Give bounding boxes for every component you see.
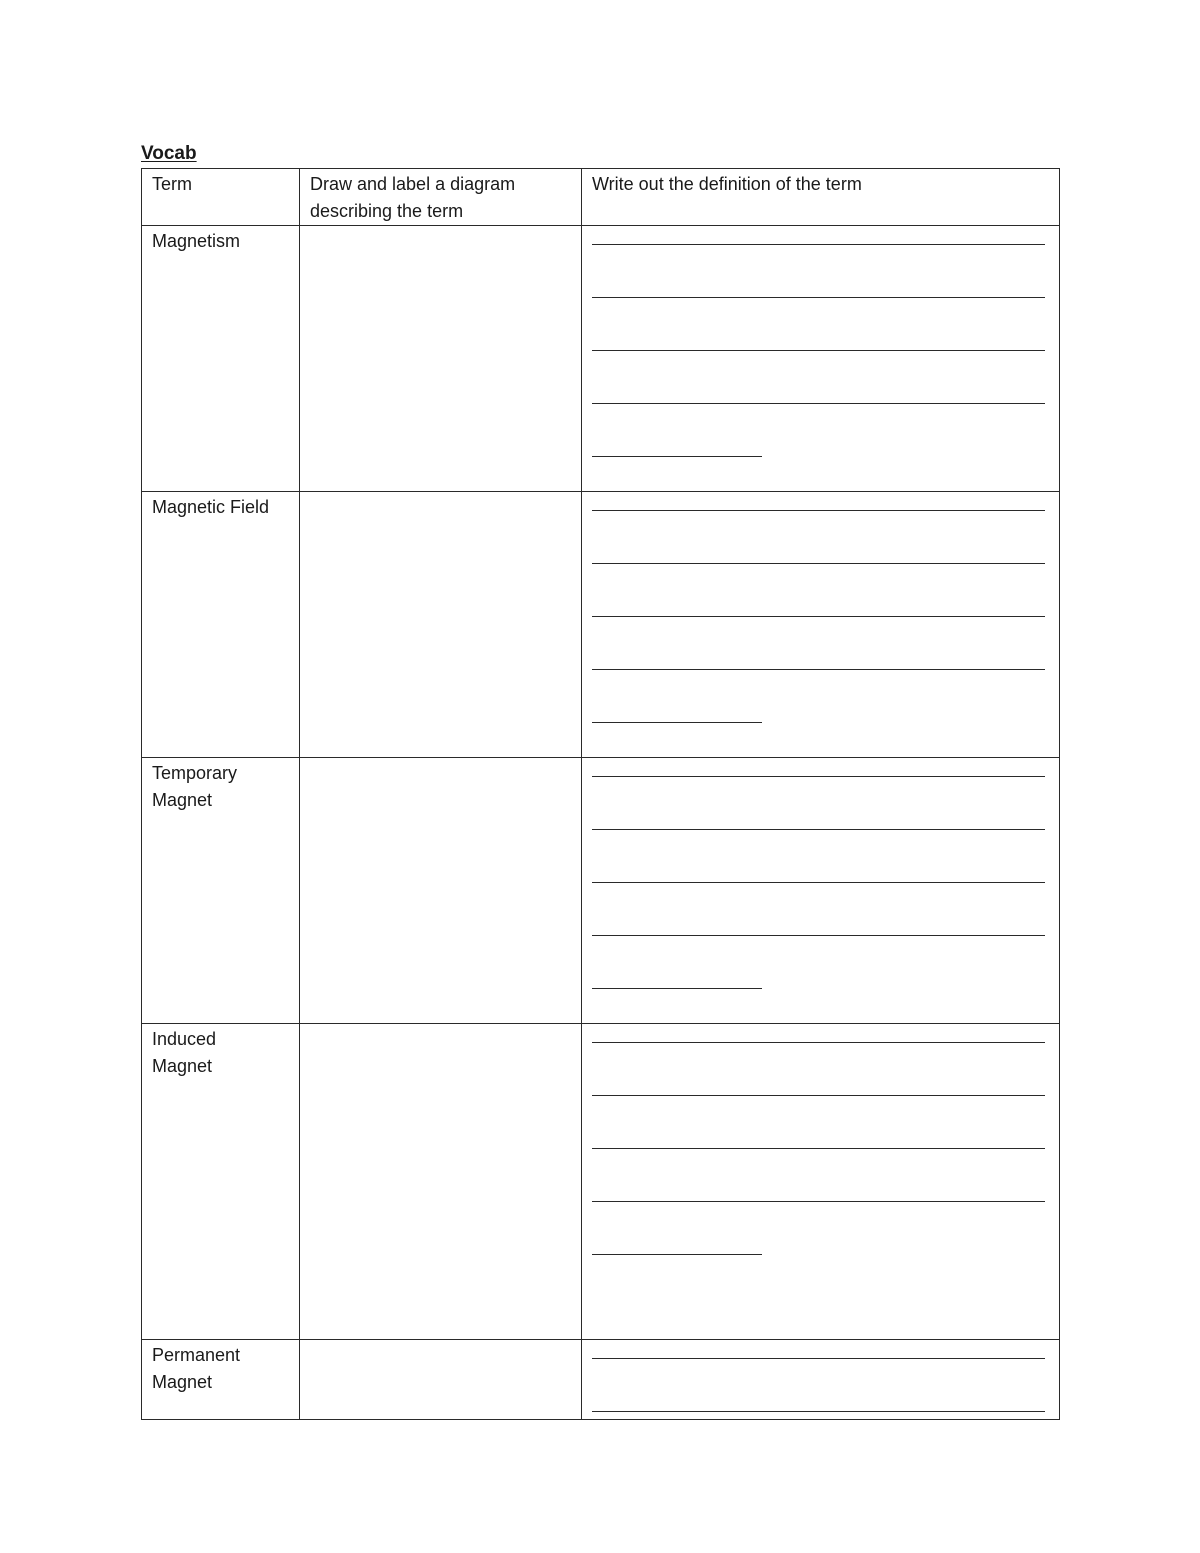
writing-line[interactable] (592, 758, 1045, 811)
writing-line[interactable] (592, 1393, 1045, 1418)
term-label: Permanent Magnet (152, 1345, 241, 1392)
writing-line[interactable] (592, 1077, 1045, 1130)
writing-line[interactable] (592, 1024, 1045, 1077)
definition-area[interactable] (582, 226, 1060, 492)
writing-line[interactable] (592, 917, 1045, 970)
writing-line[interactable] (592, 970, 1045, 1023)
writing-line[interactable] (592, 385, 1045, 438)
term-cell (142, 1340, 300, 1420)
header-definition: Write out the definition of the term (582, 169, 1060, 226)
writing-line[interactable] (592, 704, 1045, 757)
writing-line[interactable] (592, 864, 1045, 917)
term-label: Induced Magnet (152, 1029, 217, 1076)
diagram-area[interactable] (300, 1340, 582, 1420)
definition-area[interactable] (582, 492, 1060, 758)
header-diagram: Draw and label a diagram describing the term (300, 169, 582, 226)
vocab-table (141, 168, 1060, 1420)
writing-line[interactable] (592, 226, 1045, 279)
table-row (142, 492, 1060, 758)
writing-line[interactable] (592, 1340, 1045, 1393)
term-cell (142, 226, 300, 492)
writing-line[interactable] (592, 811, 1045, 864)
term-label: Temporary Magnet (152, 763, 238, 810)
writing-line[interactable] (592, 1183, 1045, 1236)
writing-line[interactable] (592, 492, 1045, 545)
writing-line[interactable] (592, 332, 1045, 385)
diagram-area[interactable] (300, 758, 582, 1024)
table-row (142, 1024, 1060, 1340)
definition-area[interactable] (582, 1340, 1060, 1420)
diagram-area[interactable] (300, 1024, 582, 1340)
writing-line[interactable] (592, 545, 1045, 598)
diagram-area[interactable] (300, 226, 582, 492)
writing-line[interactable] (592, 1130, 1045, 1183)
writing-line[interactable] (592, 651, 1045, 704)
term-label: Magnetic Field (152, 497, 270, 517)
diagram-area[interactable] (300, 492, 582, 758)
writing-line[interactable] (592, 598, 1045, 651)
term-cell (142, 758, 300, 1024)
writing-line[interactable] (592, 1236, 1045, 1289)
table-row (142, 758, 1060, 1024)
table-row (142, 1340, 1060, 1420)
term-cell (142, 492, 300, 758)
definition-area[interactable] (582, 758, 1060, 1024)
writing-line[interactable] (592, 279, 1045, 332)
term-label: Magnetism (152, 231, 241, 251)
header-term: Term (142, 169, 300, 226)
term-cell (142, 1024, 300, 1340)
table-row (142, 226, 1060, 492)
writing-line[interactable] (592, 438, 1045, 491)
header-row (142, 169, 1060, 226)
page-title: Vocab (141, 143, 197, 164)
definition-area[interactable] (582, 1024, 1060, 1340)
